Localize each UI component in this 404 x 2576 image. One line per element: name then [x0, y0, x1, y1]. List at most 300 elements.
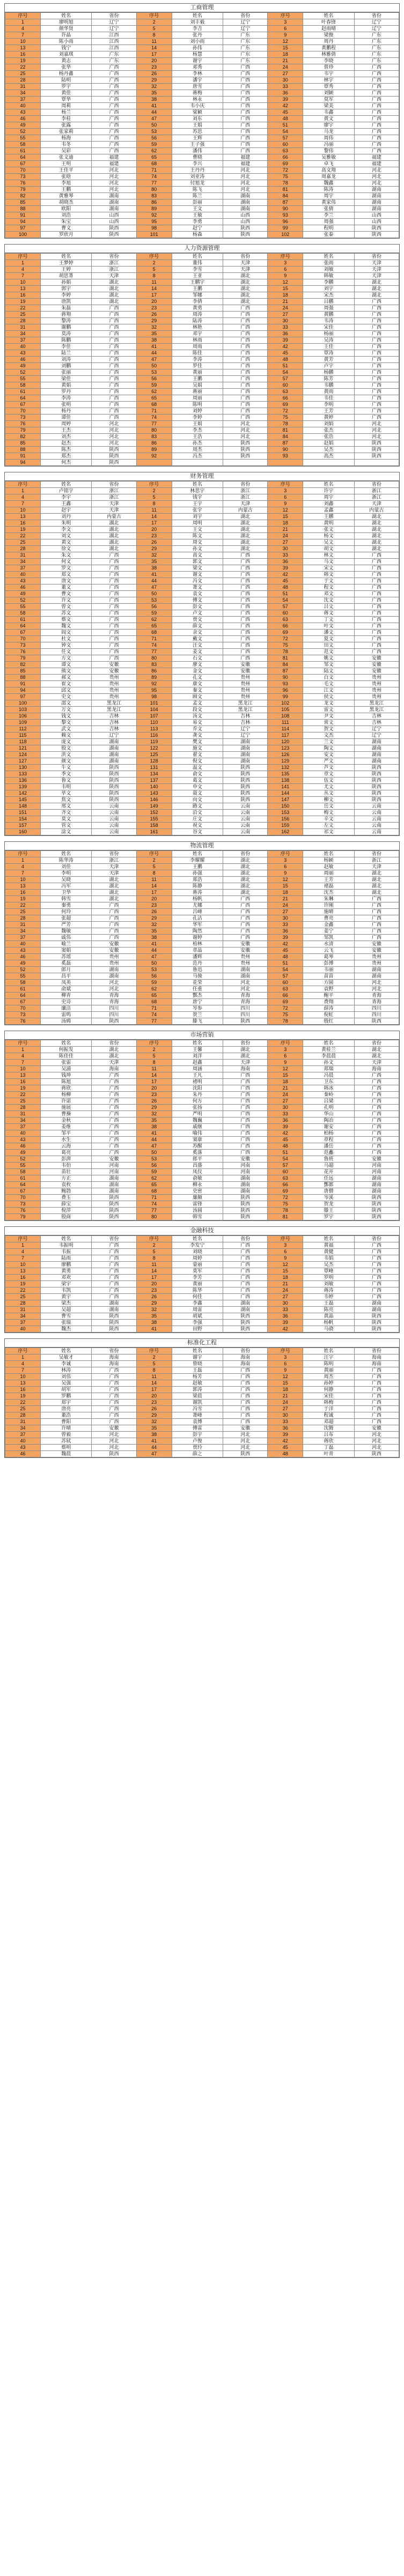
- student-name: 兰文: [303, 739, 354, 745]
- student-province: 广西: [223, 630, 268, 636]
- serial-number: 39: [268, 1124, 303, 1130]
- serial-number: 60: [268, 610, 303, 617]
- serial-number: 27: [268, 312, 303, 318]
- serial-number: 81: [268, 427, 303, 434]
- student-name: 李兰: [303, 212, 354, 219]
- student-province: 广西: [223, 1117, 268, 1124]
- serial-number: 136: [5, 778, 41, 784]
- serial-number: 12: [268, 1374, 303, 1380]
- serial-number: 75: [268, 174, 303, 180]
- student-name: 周强: [303, 305, 354, 312]
- serial-number: 73: [5, 414, 41, 421]
- serial-number: 63: [268, 617, 303, 623]
- student-name: 黄文: [41, 539, 92, 546]
- serial-number: 89: [136, 675, 172, 681]
- student-province: 河北: [223, 421, 268, 427]
- student-province: 云南: [354, 803, 399, 810]
- student-province: 贵州: [92, 960, 136, 967]
- student-province: 广西: [92, 148, 136, 154]
- student-province: 广西: [223, 389, 268, 395]
- student-name: 韦鑫: [303, 109, 354, 116]
- serial-number: 69: [268, 999, 303, 1005]
- serial-number: 6: [268, 1053, 303, 1060]
- table-row: [5, 928, 399, 935]
- student-name: 邹娜: [172, 292, 223, 299]
- student-province: 河北: [92, 167, 136, 174]
- serial-number: 71: [136, 636, 172, 642]
- table-row: [5, 199, 399, 206]
- student-province: 陕西: [354, 440, 399, 447]
- student-name: [303, 460, 354, 466]
- student-name: 黄明: [303, 520, 354, 527]
- serial-number: 48: [268, 1143, 303, 1150]
- student-province: 广西: [223, 578, 268, 584]
- serial-number: 53: [136, 597, 172, 604]
- student-name: 杜文: [41, 636, 92, 642]
- student-name: 潘岳: [303, 1143, 354, 1150]
- student-province: 安徽: [354, 655, 399, 662]
- student-name: 任重: [172, 986, 223, 993]
- student-province: 湖南: [92, 967, 136, 973]
- table-row: [5, 1380, 399, 1387]
- student-province: 湖南: [92, 206, 136, 212]
- student-name: 蒋丽: [172, 389, 223, 395]
- student-name: 王鹏宇: [172, 279, 223, 286]
- serial-number: 4: [5, 864, 41, 870]
- student-name: 韦鹏: [303, 382, 354, 389]
- student-name: 袁枚: [41, 1182, 92, 1188]
- student-name: 杨海: [41, 135, 92, 142]
- student-name: 谢凯: [172, 1400, 223, 1406]
- serial-number: 68: [136, 402, 172, 408]
- student-province: 湖南: [354, 745, 399, 752]
- serial-number: 43: [5, 1445, 41, 1451]
- serial-number: 61: [5, 986, 41, 993]
- student-province: 广西: [223, 318, 268, 324]
- student-province: 湖北: [223, 539, 268, 546]
- serial-number: 11: [136, 507, 172, 514]
- student-province: 海南: [354, 1361, 399, 1367]
- student-province: 广西: [354, 1419, 399, 1425]
- student-province: 广西: [354, 909, 399, 915]
- student-name: 杨帆: [172, 896, 223, 902]
- table-row: [5, 51, 399, 58]
- student-province: 天津: [354, 273, 399, 279]
- student-province: 河南: [92, 1163, 136, 1169]
- student-province: 浙江: [354, 494, 399, 501]
- student-province: 黑龙江: [354, 700, 399, 707]
- student-name: 周丽: [303, 870, 354, 877]
- table-row: [5, 877, 399, 883]
- table-row: [5, 312, 399, 318]
- serial-number: 80: [136, 1214, 172, 1220]
- serial-number: 12: [268, 1066, 303, 1072]
- student-province: 广西: [354, 1380, 399, 1387]
- student-province: 河北: [92, 434, 136, 440]
- serial-number: 27: [268, 1098, 303, 1105]
- serial-number: 77: [136, 1018, 172, 1025]
- serial-number: 20: [136, 1393, 172, 1400]
- table-row: [5, 447, 399, 453]
- student-province: 广西: [223, 1137, 268, 1143]
- serial-number: 43: [5, 350, 41, 357]
- student-province: 安徽: [354, 948, 399, 954]
- header-row: [5, 851, 399, 857]
- serial-number: 5: [136, 1249, 172, 1255]
- student-name: 宋杰: [303, 292, 354, 299]
- student-province: 安徽: [354, 1425, 399, 1432]
- serial-number: 37: [5, 935, 41, 941]
- student-name: 韦宇: [303, 71, 354, 77]
- serial-number: 70: [5, 1005, 41, 1012]
- serial-number: 9: [268, 273, 303, 279]
- student-name: 刘东: [172, 116, 223, 122]
- table-row: [5, 803, 399, 810]
- serial-number: 21: [268, 299, 303, 305]
- header-num: 序号: [268, 1348, 303, 1354]
- serial-number: 70: [5, 408, 41, 414]
- student-province: 四川: [92, 1005, 136, 1012]
- serial-number: 11: [136, 1374, 172, 1380]
- serial-number: 75: [268, 1012, 303, 1018]
- student-name: 周涛: [172, 312, 223, 318]
- student-province: 广西: [92, 1275, 136, 1281]
- student-name: 吕鹏: [303, 299, 354, 305]
- header-province: 省份: [354, 482, 399, 488]
- student-name: 聂文: [172, 790, 223, 797]
- table-row: [5, 883, 399, 890]
- student-province: 广西: [354, 350, 399, 357]
- student-province: 广西: [92, 1098, 136, 1105]
- serial-number: 49: [5, 1150, 41, 1156]
- student-province: 云南: [92, 816, 136, 823]
- table-row: [5, 305, 399, 312]
- student-province: 辽宁: [223, 26, 268, 32]
- roster-table: [5, 1348, 399, 1457]
- serial-number: 54: [268, 129, 303, 135]
- table-row: [5, 1275, 399, 1281]
- header-name: 姓名: [172, 851, 223, 857]
- student-province: 陕西: [354, 1195, 399, 1201]
- student-province: 福建: [92, 161, 136, 167]
- student-province: 湖南: [92, 199, 136, 206]
- student-name: 章文: [303, 771, 354, 778]
- student-name: 李强: [172, 1320, 223, 1326]
- student-name: 唐雪: [172, 84, 223, 90]
- student-province: 浙江: [92, 260, 136, 267]
- table-row: [5, 559, 399, 565]
- student-province: 广西: [354, 565, 399, 572]
- student-name: 王娟: [172, 122, 223, 129]
- student-name: 蔡明: [41, 1445, 92, 1451]
- student-province: 广西: [223, 915, 268, 922]
- table-row: [5, 122, 399, 129]
- serial-number: 55: [5, 135, 41, 142]
- student-name: 蒋欣: [41, 1085, 92, 1092]
- serial-number: 93: [268, 681, 303, 687]
- student-name: 黄宇: [41, 1294, 92, 1300]
- student-province: 广西: [92, 565, 136, 572]
- student-province: 湖南: [354, 199, 399, 206]
- student-name: 水生: [41, 1137, 92, 1143]
- student-province: 湖北: [223, 857, 268, 864]
- student-name: 贺兰: [172, 1012, 223, 1018]
- student-name: 刘浩: [41, 212, 92, 219]
- student-name: 孔明: [303, 1105, 354, 1111]
- table-row: [5, 1255, 399, 1262]
- table-row: [5, 1163, 399, 1169]
- student-province: 广西: [223, 64, 268, 71]
- student-name: 薛宝: [41, 1201, 92, 1208]
- student-province: 云南: [354, 810, 399, 816]
- student-name: 张瑞: [41, 1320, 92, 1326]
- student-province: 天津: [92, 273, 136, 279]
- student-name: 钱宇: [172, 494, 223, 501]
- serial-number: 23: [136, 1287, 172, 1294]
- student-name: 余文: [172, 630, 223, 636]
- table-row: [5, 604, 399, 610]
- table-row: [5, 681, 399, 687]
- student-province: 湖南: [354, 752, 399, 758]
- student-province: 河北: [354, 434, 399, 440]
- serial-number: 124: [5, 752, 41, 758]
- student-name: 曹阳: [41, 1419, 92, 1425]
- serial-number: 78: [268, 649, 303, 655]
- serial-number: 5: [136, 494, 172, 501]
- table-row: [5, 980, 399, 986]
- student-name: 谢文: [172, 572, 223, 578]
- serial-number: 39: [268, 935, 303, 941]
- student-name: 董浩: [41, 1412, 92, 1419]
- serial-number: 15: [268, 1072, 303, 1079]
- serial-number: 148: [5, 803, 41, 810]
- student-name: 张雨: [303, 260, 354, 267]
- student-province: 广西: [223, 649, 268, 655]
- table-row: [5, 318, 399, 324]
- serial-number: 42: [268, 1438, 303, 1445]
- serial-number: 46: [5, 1451, 41, 1457]
- serial-number: 24: [268, 1092, 303, 1098]
- serial-number: 74: [136, 414, 172, 421]
- student-province: 江西: [92, 32, 136, 39]
- table-row: [5, 225, 399, 232]
- student-province: 广西: [223, 369, 268, 376]
- student-province: 广西: [92, 915, 136, 922]
- table-row: [5, 1047, 399, 1053]
- student-province: 广西: [92, 1281, 136, 1287]
- student-province: 河北: [92, 421, 136, 427]
- student-province: 河北: [223, 1438, 268, 1445]
- student-province: 广东: [223, 39, 268, 45]
- serial-number: 56: [136, 376, 172, 382]
- student-name: 陆明: [41, 77, 92, 84]
- serial-number: 50: [136, 1150, 172, 1156]
- serial-number: 90: [268, 447, 303, 453]
- student-province: 广西: [354, 1294, 399, 1300]
- student-name: 魏杰: [41, 1326, 92, 1333]
- student-name: 谷文: [172, 829, 223, 835]
- serial-number: 63: [268, 389, 303, 395]
- student-province: 广西: [92, 344, 136, 350]
- serial-number: 70: [5, 636, 41, 642]
- student-province: 辽宁: [354, 19, 399, 26]
- student-name: 林雅倩: [303, 51, 354, 58]
- serial-number: 128: [136, 758, 172, 765]
- student-name: 曹亮: [303, 915, 354, 922]
- student-province: 广东: [354, 39, 399, 45]
- student-province: 河南: [354, 1163, 399, 1169]
- student-name: 王佳: [303, 344, 354, 350]
- student-name: 陈鹏: [41, 337, 92, 344]
- serial-number: 72: [268, 1005, 303, 1012]
- table-row: [5, 434, 399, 440]
- serial-number: 154: [5, 816, 41, 823]
- student-province: 浙江: [223, 488, 268, 494]
- student-province: 广西: [354, 572, 399, 578]
- serial-number: 22: [5, 533, 41, 539]
- serial-number: 56: [136, 1163, 172, 1169]
- student-name: 梁佳: [41, 376, 92, 382]
- serial-number: 17: [136, 890, 172, 896]
- serial-number: 6: [268, 267, 303, 273]
- student-name: 贺文: [303, 726, 354, 732]
- table-row: [5, 357, 399, 363]
- student-name: 凤英: [41, 980, 92, 986]
- serial-number: 13: [5, 1268, 41, 1275]
- serial-number: 2: [136, 19, 172, 26]
- student-name: 马超: [303, 1163, 354, 1169]
- student-name: 鲁文: [41, 778, 92, 784]
- student-name: 陶文: [303, 745, 354, 752]
- student-province: 广西: [92, 103, 136, 109]
- student-province: 广西: [92, 559, 136, 565]
- student-province: 云南: [92, 803, 136, 810]
- table-row: [5, 700, 399, 707]
- serial-number: 100: [5, 700, 41, 707]
- header-name: 姓名: [172, 1348, 223, 1354]
- header-province: 省份: [223, 254, 268, 260]
- student-province: 广西: [92, 922, 136, 928]
- student-name: 陈杰: [41, 447, 92, 453]
- student-name: 刘鹏: [41, 363, 92, 369]
- student-name: 尤娜: [172, 902, 223, 909]
- serial-number: 48: [268, 357, 303, 363]
- serial-number: 43: [5, 948, 41, 954]
- student-province: 湖南: [92, 1175, 136, 1182]
- student-name: 谭佳: [41, 414, 92, 421]
- student-province: 河北: [223, 986, 268, 993]
- serial-number: 34: [5, 1313, 41, 1320]
- student-province: 陕西: [354, 453, 399, 460]
- student-name: 章晶: [172, 948, 223, 954]
- student-name: 何方: [172, 1098, 223, 1105]
- student-province: 广西: [354, 1400, 399, 1406]
- table-row: [5, 292, 399, 299]
- student-name: 杨帆: [303, 1320, 354, 1326]
- student-name: 周莉: [41, 103, 92, 109]
- table-row: [5, 279, 399, 286]
- student-name: 丛文: [303, 790, 354, 797]
- serial-number: 40: [5, 1326, 41, 1333]
- student-name: 苏轼: [41, 1438, 92, 1445]
- student-name: 奚磊: [41, 960, 92, 967]
- student-province: 湖北: [223, 883, 268, 890]
- serial-number: 39: [268, 337, 303, 344]
- student-name: 柳永: [172, 1182, 223, 1188]
- student-province: 湖北: [354, 1053, 399, 1060]
- serial-number: 69: [268, 161, 303, 167]
- student-province: 陕西: [92, 1214, 136, 1220]
- student-province: 贵州: [92, 675, 136, 681]
- student-name: 覃涛: [303, 350, 354, 357]
- student-province: 广西: [223, 1294, 268, 1300]
- student-province: 湖北: [223, 279, 268, 286]
- student-name: 柳青: [41, 993, 92, 999]
- student-province: 河北: [223, 434, 268, 440]
- table-row: [5, 591, 399, 597]
- student-name: 胡思菁: [41, 273, 92, 279]
- serial-number: 49: [5, 591, 41, 597]
- header-row: [5, 13, 399, 19]
- student-name: 叶青: [303, 1451, 354, 1457]
- serial-number: 7: [5, 501, 41, 507]
- student-name: 卢铭宇: [41, 488, 92, 494]
- student-province: 吉林: [92, 726, 136, 732]
- serial-number: 16: [5, 1079, 41, 1085]
- roster-table: [5, 481, 399, 835]
- student-province: 安徽: [92, 1156, 136, 1163]
- student-name: 魏晨: [41, 1451, 92, 1457]
- serial-number: 108: [268, 713, 303, 720]
- student-name: 程文: [303, 584, 354, 591]
- student-province: 吉林: [92, 720, 136, 726]
- serial-number: 66: [268, 395, 303, 402]
- student-province: 广西: [354, 1281, 399, 1287]
- student-name: 周丹: [303, 39, 354, 45]
- student-province: 陕西: [354, 1018, 399, 1025]
- serial-number: 25: [5, 1406, 41, 1412]
- student-province: 湖南: [354, 187, 399, 193]
- student-province: 广西: [92, 591, 136, 597]
- table-row: [5, 668, 399, 675]
- student-province: 广西: [223, 1412, 268, 1419]
- serial-number: 31: [5, 552, 41, 559]
- student-name: 赵宁: [172, 225, 223, 232]
- student-name: 费翔: [303, 999, 354, 1005]
- student-province: 陕西: [92, 765, 136, 771]
- serial-number: 62: [136, 148, 172, 154]
- student-name: 罗欣月: [41, 232, 92, 238]
- serial-number: 10: [5, 279, 41, 286]
- student-province: 广西: [223, 1150, 268, 1156]
- table-row: [5, 331, 399, 337]
- serial-number: 52: [5, 369, 41, 376]
- serial-number: 53: [136, 369, 172, 376]
- student-name: 魏敏: [41, 928, 92, 935]
- student-province: 河北: [354, 421, 399, 427]
- student-province: 广西: [223, 77, 268, 84]
- student-province: 陕西: [92, 1201, 136, 1208]
- student-province: 山西: [92, 219, 136, 225]
- student-province: 湖南: [92, 745, 136, 752]
- header-name: 姓名: [172, 1040, 223, 1047]
- student-name: 刘洋: [172, 1053, 223, 1060]
- serial-number: 51: [268, 591, 303, 597]
- student-province: 广西: [92, 1262, 136, 1268]
- serial-number: 90: [268, 675, 303, 681]
- student-name: 蒋涛: [172, 890, 223, 896]
- serial-number: 112: [5, 726, 41, 732]
